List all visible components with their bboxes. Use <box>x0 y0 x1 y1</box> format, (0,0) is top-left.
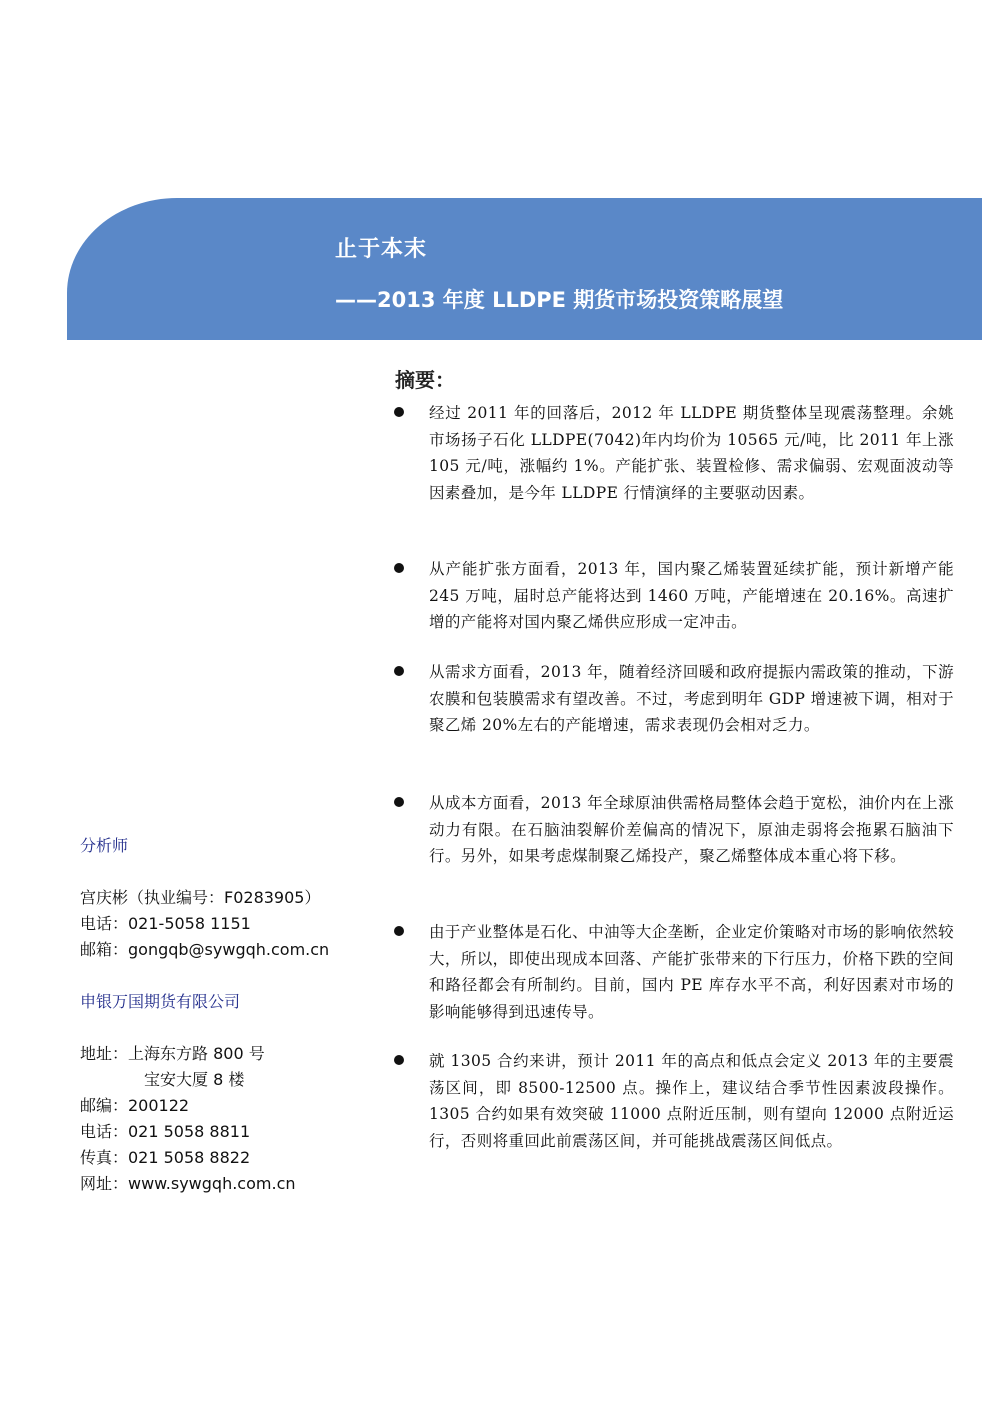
company-address-line2: 宝安大厦 8 楼 <box>144 1070 245 1089</box>
abstract-item-text: 从成本方面看，2013 年全球原油供需格局整体会趋于宽松，油价内在上涨动力有限。在石脑油裂解价差偏高的情况下，原油走弱将会拖累石脑油下行。另外，如果考虑煤制聚乙烯投产，聚乙烯整体成本重心将下移。 <box>429 794 954 865</box>
abstract-item <box>392 659 954 739</box>
analyst-phone: 电话：021-5058 1151 <box>80 914 251 933</box>
bullet-dot-icon <box>394 1055 404 1065</box>
abstract-heading: 摘要： <box>395 368 455 392</box>
abstract-item <box>392 790 954 870</box>
abstract-item <box>392 400 954 506</box>
abstract-item-text: 从需求方面看，2013 年，随着经济回暖和政府提振内需政策的推动，下游农膜和包装膜需求有望改善。不过，考虑到明年 GDP 增速被下调，相对于聚乙烯 20%左右的产能增速，需求表现仍会相对乏力。 <box>429 663 954 734</box>
bullet-dot-icon <box>394 563 404 573</box>
abstract-item-text: 由于产业整体是石化、中油等大企垄断，企业定价策略对市场的影响依然较大，所以，即使出现成本回落、产能扩张带来的下行压力，价格下跌的空间和路径都会有所制约。目前，国内 PE 库存水平不高，利好因素对市场的影响能够得到迅速传导。 <box>429 923 954 1021</box>
abstract-item-text: 从产能扩张方面看，2013 年，国内聚乙烯装置延续扩能，预计新增产能 245 万吨，届时总产能将达到 1460 万吨，产能增速在 20.16%。高速扩增的产能将对国内聚乙烯供应形成一定冲击。 <box>429 560 954 631</box>
abstract-item <box>392 556 954 636</box>
company-name: 申银万国期货有限公司 <box>80 992 241 1011</box>
analyst-heading: 分析师 <box>80 836 129 855</box>
abstract-item-text: 就 1305 合约来讲，预计 2011 年的高点和低点会定义 2013 年的主要震荡区间，即 8500-12500 点。操作上，建议结合季节性因素波段操作。1305 合约如果有效突破 11000 点附近压制，则有望向 12000 点附近运行，否则将重回此前震荡区间，并可能挑战震荡区间低点。 <box>429 1052 954 1150</box>
company-website[interactable]: 网址：www.sywgqh.com.cn <box>80 1174 296 1193</box>
bullet-dot-icon <box>394 797 404 807</box>
bullet-dot-icon <box>394 926 404 936</box>
analyst-name: 宫庆彬（执业编号：F0283905） <box>80 888 321 907</box>
bullet-dot-icon <box>394 666 404 676</box>
abstract-item <box>392 1048 954 1154</box>
abstract-item <box>392 919 954 1025</box>
company-postcode: 邮编：200122 <box>80 1096 190 1115</box>
report-subtitle: ——2013 年度 LLDPE 期货市场投资策略展望 <box>335 288 784 312</box>
bullet-dot-icon <box>394 407 404 417</box>
company-phone: 电话：021 5058 8811 <box>80 1122 251 1141</box>
company-fax: 传真：021 5058 8822 <box>80 1148 251 1167</box>
report-title: 止于本末 <box>335 237 428 262</box>
abstract-item-text: 经过 2011 年的回落后，2012 年 LLDPE 期货整体呈现震荡整理。余姚市场扬子石化 LLDPE(7042)年内均价为 10565 元/吨，比 2011 年上涨 105 元/吨，涨幅约 1%。产能扩张、装置检修、需求偏弱、宏观面波动等因素叠加，是今年 LLDPE 行情演绎的主要驱动因素。 <box>429 404 954 502</box>
company-address: 地址：上海东方路 800 号 <box>80 1044 265 1063</box>
analyst-email[interactable]: 邮箱：gongqb@sywgqh.com.cn <box>80 940 330 959</box>
title-banner <box>67 198 982 340</box>
